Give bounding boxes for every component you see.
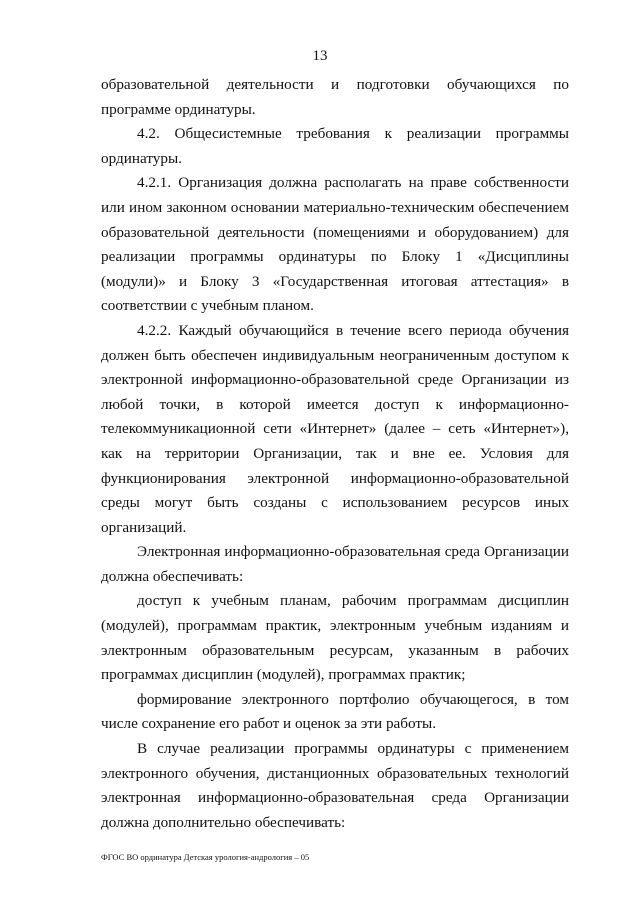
page-footer: ФГОС ВО ординатура Детская урология-андрология – 05 <box>101 852 310 862</box>
page-number: 13 <box>312 48 328 64</box>
document-body <box>101 73 569 835</box>
paragraph: доступ к учебным планам, рабочим программам дисциплин (модулей), программам практик, электронным учебным изданиям и электронным образовательным ресурсам, указанным в рабочих программах дисциплин (модулей), программах практик; <box>101 592 569 684</box>
paragraph: Электронная информационно-образовательная среда Организации должна обеспечивать: <box>101 543 569 585</box>
paragraph: 4.2. Общесистемные требования к реализации программы ординатуры. <box>101 125 569 167</box>
paragraph: 4.2.2. Каждый обучающийся в течение всего периода обучения должен быть обеспечен индивидуальным неограниченным доступом к электронной информационно-образовательной среде Организации из любой точки, в которой имеется доступ к информационно-телекоммуникационной сети «Интернет» (далее – сеть «Интернет»), как на территории Организации, так и вне ее. Условия для функционирования электронной информационно-образовательной среды могут быть созданы с использованием ресурсов иных организаций. <box>101 321 569 536</box>
paragraph: формирование электронного портфолио обучающегося, в том числе сохранение его работ и оценок за эти работы. <box>101 690 569 733</box>
paragraph: В случае реализации программы ординатуры с применением электронного обучения, дистанционных образовательных технологий электронная информационно-образовательная среда Организации должна дополнительно обеспечивать: <box>101 740 569 831</box>
paragraph: 4.2.1. Организация должна располагать на праве собственности или ином законном основании материально-техническим обеспечением образовательной деятельности (помещениями и оборудованием) для реализации программы ординатуры по Блоку 1 «Дисциплины (модули)» и Блоку 3 «Государственная итоговая аттестация» в соответствии с учебным планом. <box>101 174 569 315</box>
paragraph: образовательной деятельности и подготовки обучающихся по программе ординатуры. <box>101 76 569 118</box>
